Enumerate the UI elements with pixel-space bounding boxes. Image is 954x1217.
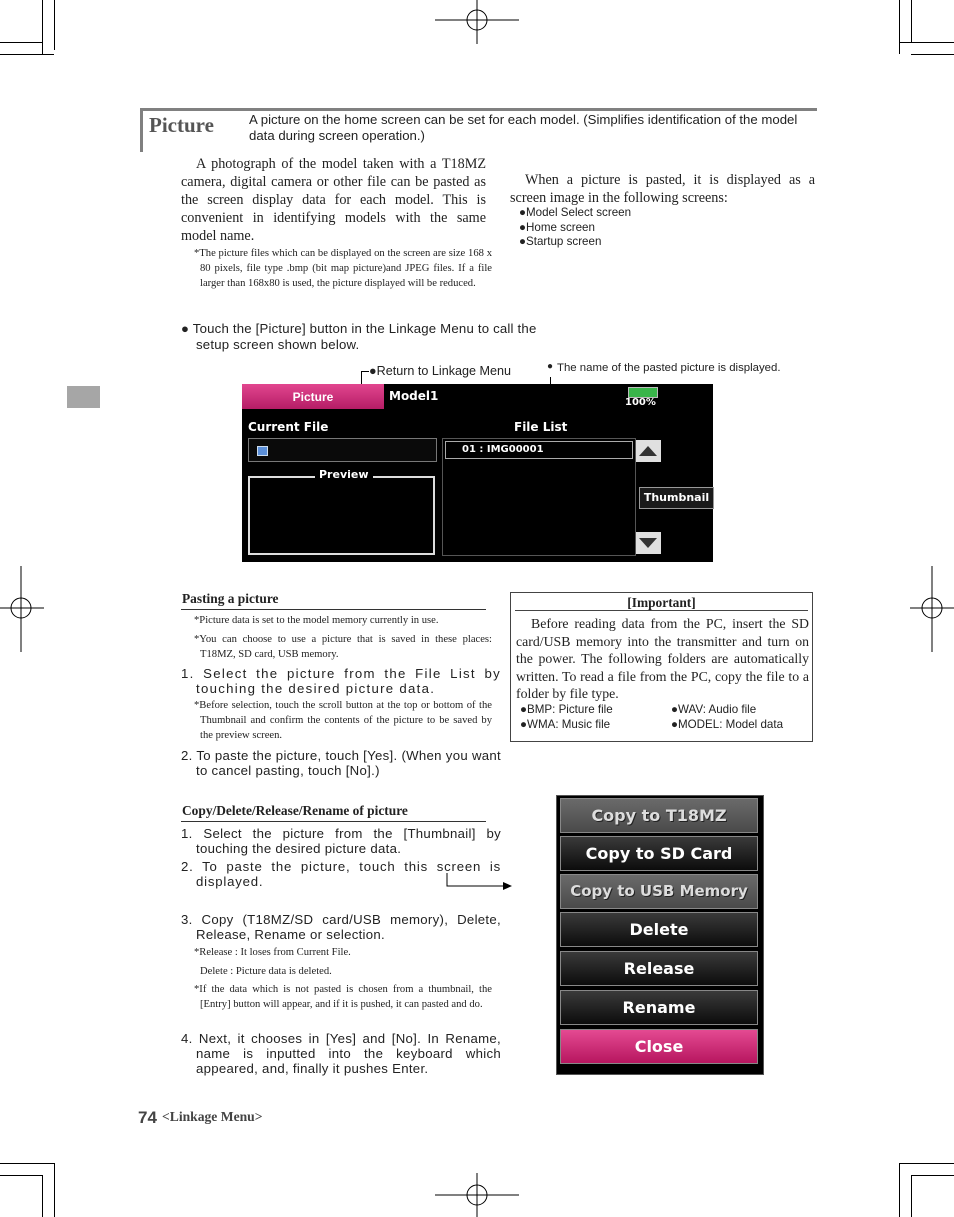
pasting-step-1: 1. Select the picture from the File List by touching the desired picture data. (181, 666, 501, 696)
registration-mark-bottom (435, 1173, 519, 1217)
registration-mark-top (435, 0, 519, 44)
page-description: A picture on the home screen can be set for each model. (Simplifies identification of the model data during screen operation.) (249, 112, 798, 143)
display-screens-list (519, 206, 631, 250)
pasting-heading: Pasting a picture (182, 591, 279, 606)
intro-paragraph: A photograph of the model taken with a T18MZ camera, digital camera or other file can be pasted as the screen display data for each model. This is convenient in identifying models with the same model name. (181, 156, 486, 244)
file-list-label: File List (514, 420, 568, 434)
list-item: ●Home screen (519, 220, 595, 234)
header-rule (141, 108, 817, 111)
display-screens-paragraph: When a picture is pasted, it is displayed as a screen image in the following screens: (510, 172, 815, 206)
release-button[interactable]: Release (560, 951, 758, 986)
copy-step-4: 4. Next, it chooses in [Yes] and [No]. In Rename, name is inputted into the keyboard which appeared, and, finally it pushes Enter. (181, 1031, 501, 1076)
preview-box (248, 476, 435, 555)
registration-mark-left (0, 566, 44, 652)
copy-to-t18mz-button[interactable]: Copy to T18MZ (560, 798, 758, 833)
current-file-label: Current File (248, 420, 329, 434)
file-list (442, 438, 636, 556)
side-tab-marker (67, 386, 100, 408)
pasting-note-2: *You can choose to use a picture that is saved in these places: T18MZ, SD card, USB memory. (194, 634, 492, 660)
pasting-note-3: *Before selection, touch the scroll button at the top or bottom of the Thumbnail and confirm the contents of the picture to be saved by the preview screen. (194, 700, 492, 741)
important-body: Before reading data from the PC, insert the SD card/USB memory into the transmitter and turn on the power. The following folders are automatically written. To read a file from the PC, copy the file to a folder by file type. (516, 616, 809, 702)
pasting-step-2: 2. To paste the picture, touch [Yes]. (When you want to cancel pasting, touch [No].) (181, 748, 501, 778)
important-box (510, 592, 813, 742)
arrow-down-icon (639, 538, 657, 548)
rename-button[interactable]: Rename (560, 990, 758, 1025)
folder-wma: ●WMA: Music file (520, 718, 611, 731)
copy-step-1: 1. Select the picture from the [Thumbnail] by touching the desired picture data. (181, 826, 501, 856)
folder-model: ●MODEL: Model data (671, 718, 784, 731)
copy-to-sd-card-button[interactable]: Copy to SD Card (560, 836, 758, 871)
folder-wav: ●WAV: Audio file (671, 703, 757, 716)
registration-mark-right (910, 566, 954, 652)
section-label: <Linkage Menu> (162, 1109, 263, 1124)
copy-step-2: 2. To paste the picture, touch this screen is displayed. (181, 859, 501, 889)
delete-button[interactable]: Delete (560, 912, 758, 947)
delete-note: Delete : Picture data is deleted. (200, 966, 332, 977)
pasting-note-1: *Picture data is set to the model memory currently in use. (194, 615, 439, 626)
callout-return: ●Return to Linkage Menu (369, 364, 512, 378)
arrow-up-icon (639, 446, 657, 456)
entry-note: *If the data which is not pasted is chosen from a thumbnail, the [Entry] button will appear, and if it is pushed, it can pasted and do. (194, 984, 492, 1010)
return-picture-tab[interactable]: Picture (242, 384, 384, 409)
current-file-field (248, 438, 437, 462)
touch-instruction: ● Touch the [Picture] button in the Linkage Menu to call the setup screen shown below. (181, 321, 537, 352)
battery-level: 100% (625, 397, 656, 408)
copy-step-3: 3. Copy (T18MZ/SD card/USB memory), Delete, Release, Rename or selection. (181, 912, 501, 942)
file-action-menu (556, 795, 764, 1075)
callout-bullet-icon: ● (547, 361, 554, 372)
file-list-item[interactable]: 01 : IMG00001 (445, 441, 633, 459)
page-number: 74 (138, 1108, 157, 1127)
header-side-bar (140, 108, 143, 152)
thumbnail-button[interactable]: Thumbnail (639, 487, 714, 509)
important-heading: [Important] (627, 595, 696, 610)
list-item: ●Startup screen (519, 235, 602, 249)
preview-label: Preview (315, 468, 373, 481)
page-title: Picture (149, 113, 214, 137)
intro-note: *The picture files which can be displayed on the screen are size 168 x 80 pixels, file type .bmp (bit map picture)and JPEG files. If a file larger than 168x80 is used, the picture displayed will be reduced. (194, 248, 492, 289)
model-name: Model1 (389, 389, 439, 403)
copy-to-usb-memory-button[interactable]: Copy to USB Memory (560, 874, 758, 909)
scroll-down-button[interactable] (636, 532, 661, 554)
folder-bmp: ●BMP: Picture file (520, 703, 613, 716)
scroll-up-button[interactable] (636, 440, 661, 462)
list-item: ●Model Select screen (519, 206, 632, 219)
callout-name-displayed: The name of the pasted picture is displayed. (557, 362, 781, 374)
picture-file-icon (257, 446, 268, 456)
arrow-right-icon (446, 873, 514, 893)
picture-setup-screen (242, 384, 713, 562)
copy-section-heading: Copy/Delete/Release/Rename of picture (182, 803, 408, 818)
release-note: *Release : It loses from Current File. (194, 947, 351, 958)
close-button[interactable]: Close (560, 1029, 758, 1064)
